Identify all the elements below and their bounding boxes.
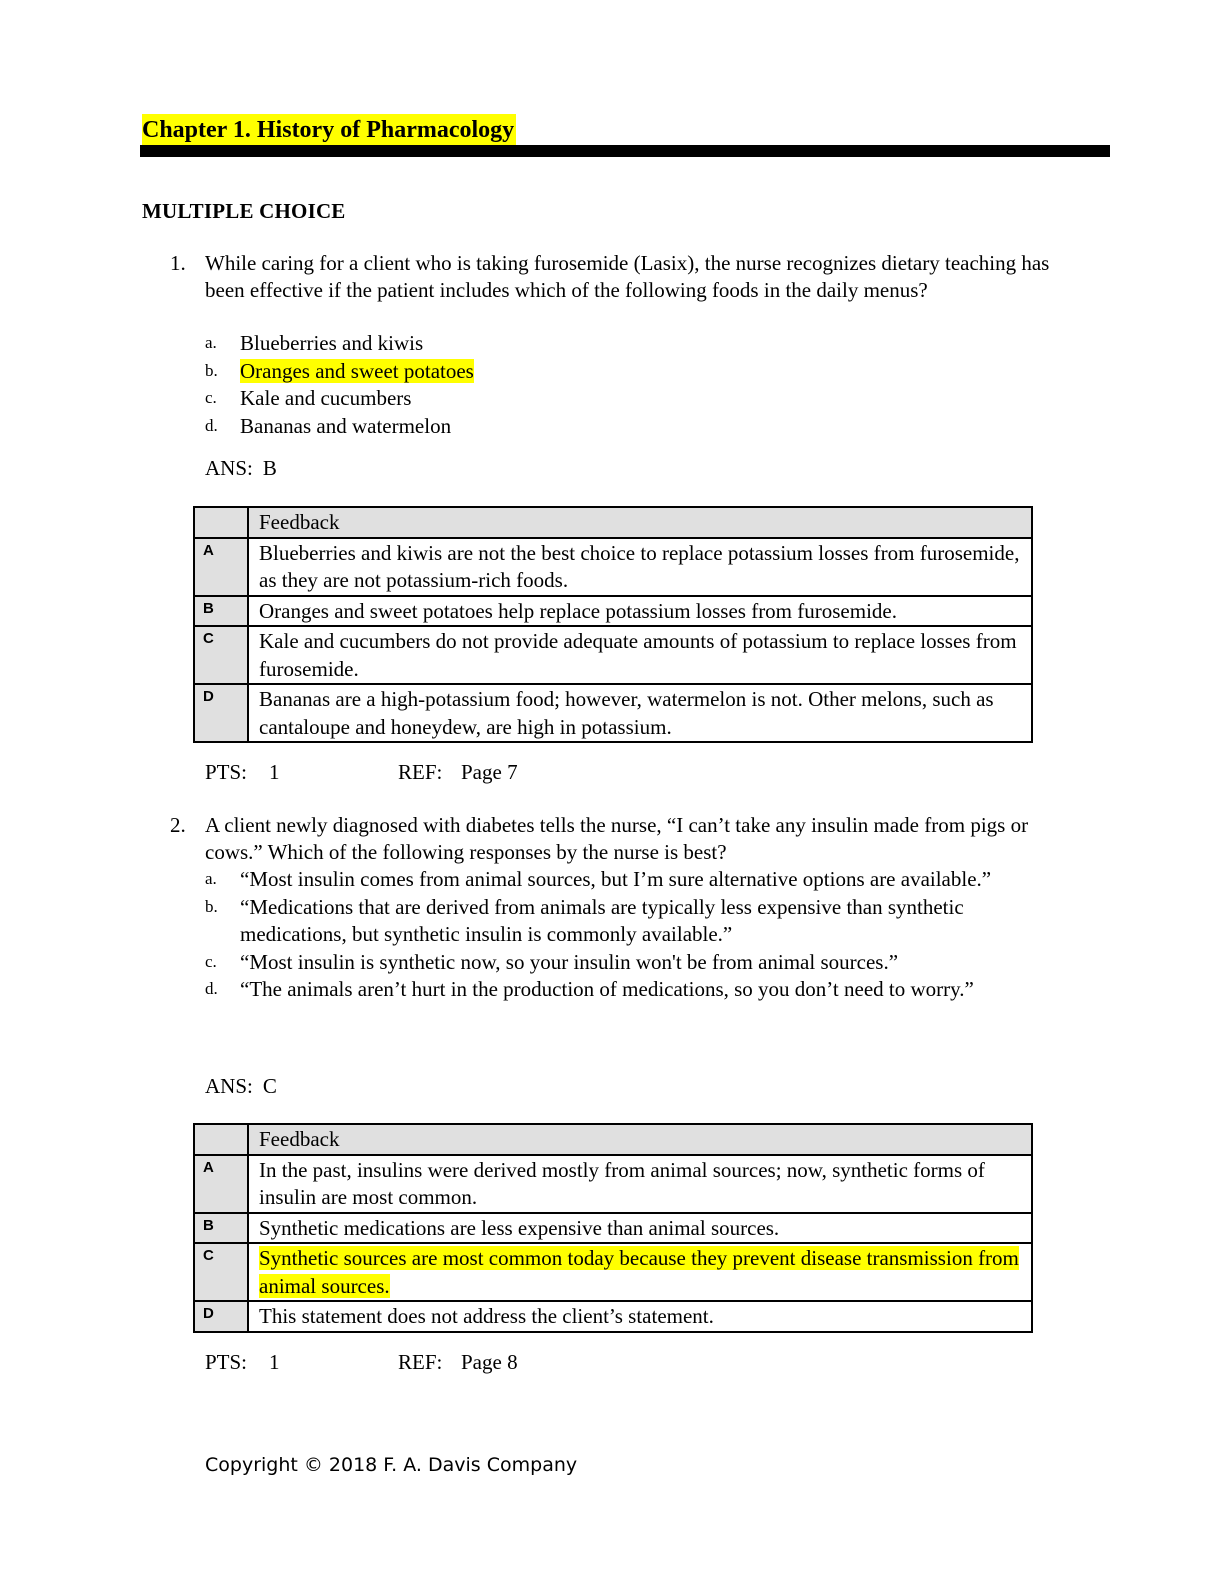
feedback-text: Synthetic medications are less expensive than animal sources. [248,1213,1032,1244]
option-letter: d. [205,979,218,998]
option-a [205,330,1065,358]
option-text: “The animals aren’t hurt in the production of medications, so you don’t need to worry.” [240,977,974,1001]
feedback-row [194,626,1032,684]
feedback-text: Synthetic sources are most common today because they prevent disease transmission from animal sources. [259,1246,1019,1298]
option-text: “Most insulin is synthetic now, so your insulin won't be from animal sources.” [240,949,899,974]
pts-label: PTS: [205,1350,248,1374]
pts-label: PTS: [205,760,248,784]
option-a [205,866,1065,894]
ans-value: B [262,456,277,480]
feedback-text: Kale and cucumbers do not provide adequate amounts of potassium to replace losses from furosemide. [248,626,1032,684]
feedback-header: Feedback [248,1124,1032,1155]
option-letter: b. [205,360,218,380]
feedback-text: Oranges and sweet potatoes help replace potassium losses from furosemide. [248,596,1032,627]
option-letter: a. [205,333,217,352]
option-text: Bananas and watermelon [240,413,452,438]
options-list [205,866,1065,1004]
feedback-letter: A [194,1155,248,1213]
feedback-row [194,684,1032,742]
option-d [205,413,1065,441]
ans-value: C [262,1074,277,1098]
feedback-letter: B [194,1213,248,1244]
feedback-header-row [194,507,1032,538]
pts-value: 1 [269,1350,280,1374]
feedback-letter: B [194,596,248,627]
option-d [205,976,1065,1004]
question-stem: A client newly diagnosed with diabetes tells the nurse, “I can’t take any insulin made from pigs or cows.” Which of the following responses by the nurse is best? [205,813,1029,864]
feedback-row [194,1155,1032,1213]
feedback-header-row [194,1124,1032,1155]
feedback-row [194,596,1032,627]
feedback-row [194,538,1032,596]
feedback-row [194,1243,1032,1301]
option-c [205,949,1065,977]
chapter-title: Chapter 1. History of Pharmacology [142,114,516,146]
option-b [205,358,1065,386]
option-text: “Most insulin comes from animal sources, but I’m sure alternative options are available.” [240,867,992,891]
feedback-header: Feedback [248,507,1032,538]
ref-value: Page 7 [461,760,518,784]
feedback-row [194,1213,1032,1244]
ref-label: REF: [398,760,443,784]
feedback-letter: A [194,538,248,596]
option-text: Kale and cucumbers [240,386,412,410]
feedback-letter: D [194,1301,248,1332]
option-letter: c. [205,951,217,971]
options-list [205,330,1065,440]
title-rule [140,145,1110,157]
option-b [205,894,1065,949]
pts-value: 1 [269,760,280,784]
answer-line [205,456,277,481]
option-text: Oranges and sweet potatoes [240,358,474,383]
feedback-letter: C [194,626,248,684]
footer-copyright: Copyright © 2018 F. A. Davis Company [205,1454,578,1476]
question-number: 2. [170,813,186,837]
feedback-text: Blueberries and kiwis are not the best choice to replace potassium losses from furosemide, as they are not potassium-rich foods. [248,538,1032,596]
question-number: 1. [170,251,186,275]
option-c [205,385,1065,413]
question-stem: While caring for a client who is taking furosemide (Lasix), the nurse recognizes dietary teaching has been effective if the patient includes which of the following foods in the daily menus? [205,251,1050,302]
feedback-letter: D [194,684,248,742]
option-letter: d. [205,415,218,435]
ref-label: REF: [398,1350,443,1374]
feedback-text: Bananas are a high-potassium food; however, watermelon is not. Other melons, such as cantaloupe and honeydew, are high in potassium. [248,684,1032,742]
section-heading: MULTIPLE CHOICE [142,199,346,223]
feedback-text: In the past, insulins were derived mostly from animal sources; now, synthetic forms of insulin are most common. [248,1155,1032,1213]
ans-label: ANS: [205,456,253,480]
ref-value: Page 8 [461,1350,518,1374]
feedback-row [194,1301,1032,1332]
option-letter: a. [205,869,217,888]
option-text: “Medications that are derived from animals are typically less expensive than synthetic medications, but synthetic insulin is commonly available.” [240,894,964,946]
feedback-table [193,506,1033,743]
feedback-letter: C [194,1243,248,1301]
feedback-text: This statement does not address the client’s statement. [248,1301,1032,1332]
option-letter: b. [205,896,218,916]
ans-label: ANS: [205,1074,253,1098]
option-letter: c. [205,388,217,407]
answer-line [205,1074,277,1099]
feedback-table [193,1123,1033,1333]
option-text: Blueberries and kiwis [240,331,424,355]
